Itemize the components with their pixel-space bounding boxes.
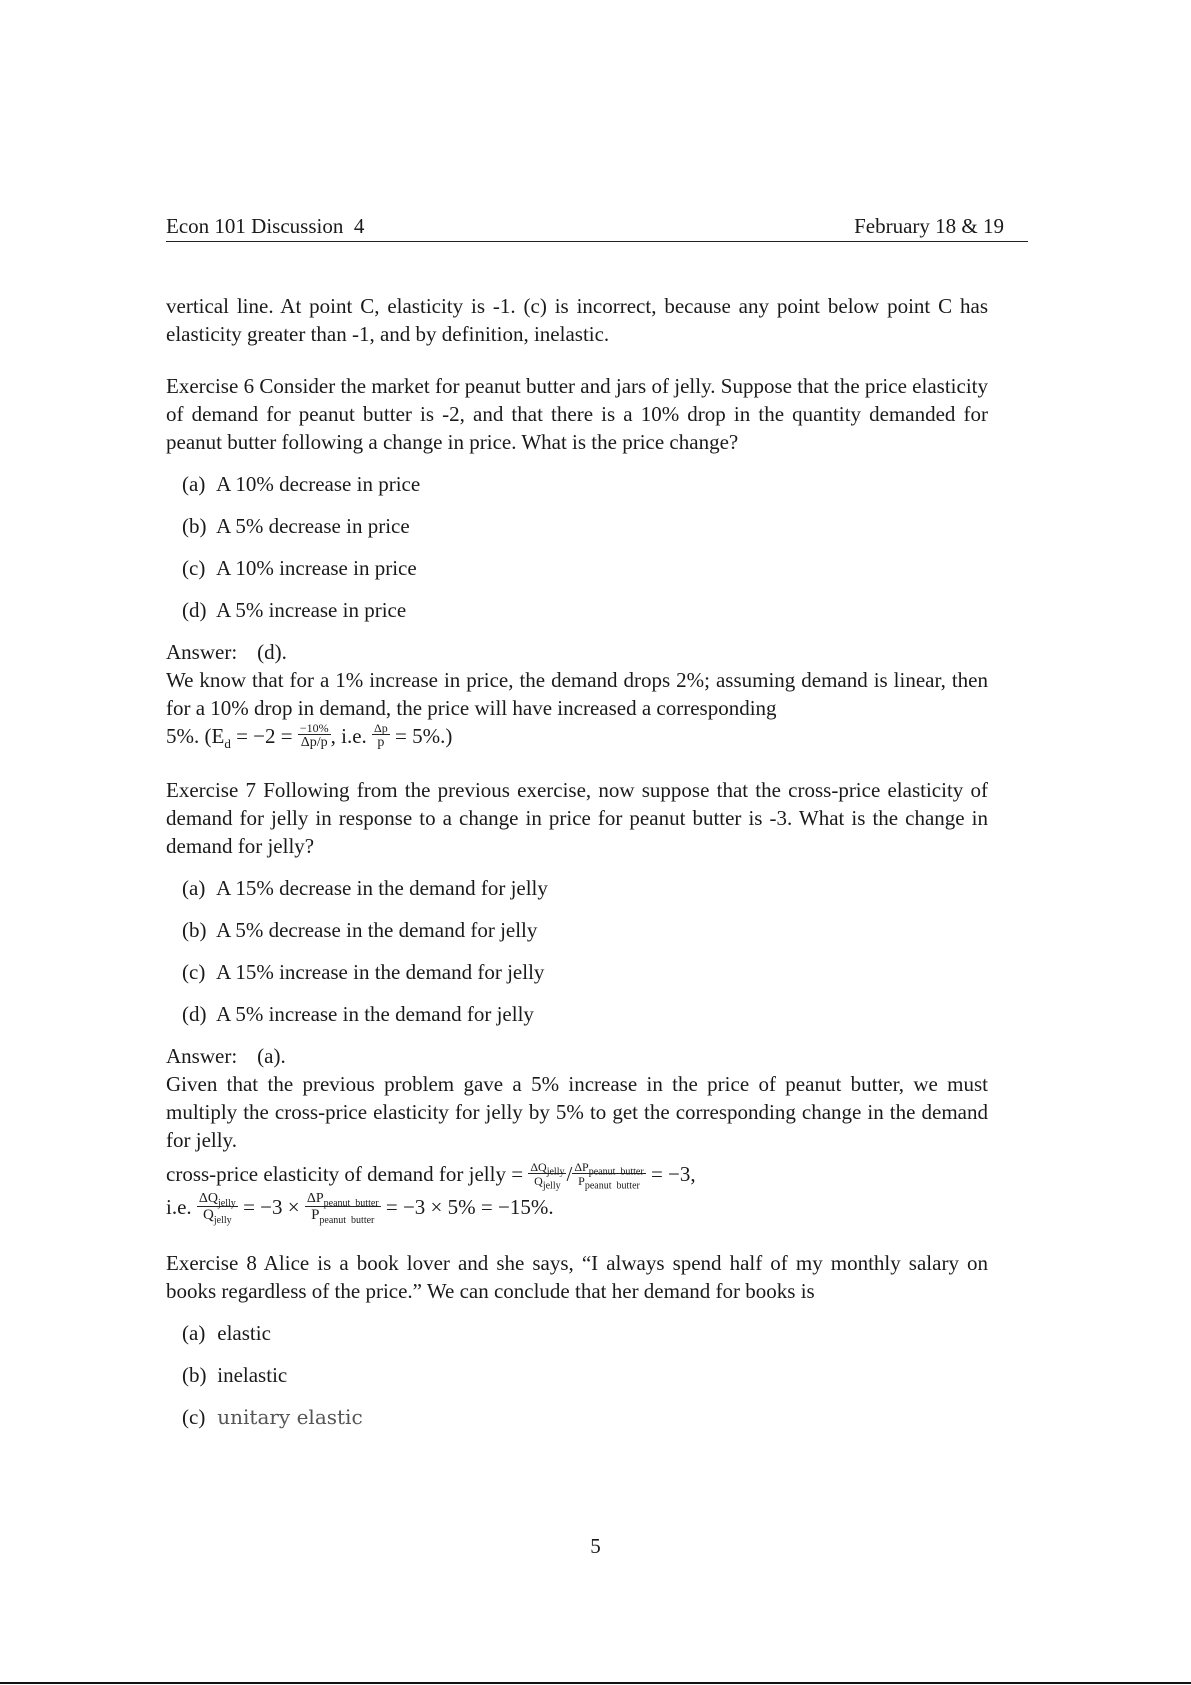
fraction-numerator	[528, 1160, 566, 1178]
option-text: A 15% increase in the demand for jelly	[216, 960, 545, 985]
formula-subscript: peanut butter	[323, 1197, 379, 1209]
option-item	[166, 916, 988, 944]
fraction	[298, 722, 331, 750]
formula-text: Q	[203, 1207, 214, 1224]
option-tag: (c)	[182, 556, 206, 580]
option-tag: (b)	[182, 918, 207, 943]
option-tag: (a)	[182, 472, 206, 496]
option-tag: (c)	[182, 1405, 206, 1430]
answer-value: (a).	[257, 1044, 286, 1069]
formula-subscript: peanut butter	[319, 1215, 375, 1227]
answer-value: (d).	[257, 640, 287, 664]
formula-subscript: d	[224, 736, 231, 752]
option-item	[166, 470, 988, 498]
option-tag: (b)	[182, 1363, 207, 1388]
page-header	[166, 212, 1028, 242]
exercise-6-formula	[166, 722, 988, 752]
exercise-7-formula-2	[166, 1193, 988, 1225]
option-tag: (a)	[182, 1321, 206, 1346]
option-text: A 5% increase in the demand for jelly	[216, 1002, 534, 1027]
continuation-paragraph: vertical line. At point C, elasticity is -1. (c) is incorrect, because any point below point C has elasticity greater than -1, and by definition, inelastic.	[166, 294, 988, 346]
fraction-denominator: p	[377, 735, 385, 751]
formula-text: ΔP	[574, 1160, 589, 1175]
formula-subscript: peanut butter	[584, 1180, 640, 1192]
option-text: A 5% decrease in price	[216, 514, 410, 538]
page-number: 5	[590, 1534, 601, 1558]
answer-label: Answer:	[166, 640, 238, 664]
option-item	[166, 1361, 988, 1389]
formula-subscript: peanut butter	[588, 1166, 644, 1178]
page-content	[166, 292, 988, 1431]
formula-subscript: jelly	[218, 1197, 236, 1209]
fraction-denominator	[305, 1207, 381, 1227]
fraction	[197, 1191, 238, 1227]
option-tag: (d)	[182, 598, 207, 622]
session-date: February 18 & 19	[854, 214, 1004, 238]
exercise-7-answer	[166, 1042, 988, 1070]
fraction-numerator	[197, 1192, 238, 1207]
formula-text: , i.e.	[330, 724, 373, 748]
option-item	[166, 596, 988, 624]
fraction-numerator	[305, 1192, 381, 1207]
exercise-7-formula-1	[166, 1160, 988, 1192]
exercise-7-options	[166, 874, 988, 1028]
course-title: Econ 101 Discussion 4	[166, 214, 365, 238]
formula-subscript: jelly	[546, 1166, 565, 1178]
fraction-denominator	[197, 1207, 238, 1227]
formula-text: /	[566, 1162, 573, 1187]
option-text: A 15% decrease in the demand for jelly	[216, 876, 548, 901]
formula-text: = 5%.)	[389, 724, 453, 748]
option-item	[166, 1319, 988, 1347]
option-text: A 5% increase in price	[216, 598, 407, 622]
exercise-7-explanation: Given that the previous problem gave a 5% increase in the price of peanut butter, we must multiply the cross-price elasticity for jelly by 5% to get the corresponding change in the demand for jelly.	[166, 1072, 988, 1153]
option-text: A 10% decrease in price	[216, 472, 421, 496]
option-item	[166, 1000, 988, 1028]
fraction-numerator	[572, 1160, 645, 1178]
formula-subscript: jelly	[213, 1215, 232, 1227]
fraction-denominator: Δp/p	[300, 735, 328, 751]
exercise-8-options	[166, 1319, 988, 1431]
exercise-6-explanation: We know that for a 1% increase in price, the demand drops 2%; assuming demand is linear, then for a 10% drop in demand, the price will have increased a corresponding	[166, 668, 988, 720]
formula-text: cross-price elasticity of demand for jelly =	[166, 1162, 529, 1187]
option-item	[166, 554, 988, 582]
option-text: inelastic	[217, 1363, 288, 1388]
option-tag: (d)	[182, 1002, 207, 1027]
formula-text: ΔQ	[530, 1160, 547, 1175]
formula-text: P	[311, 1207, 320, 1224]
option-tag: (b)	[182, 514, 207, 538]
fraction-denominator	[572, 1174, 645, 1192]
option-text: unitary elastic	[217, 1405, 363, 1430]
page-bottom-rule	[0, 1682, 1191, 1684]
formula-text: i.e.	[166, 1195, 197, 1220]
fraction	[528, 1160, 566, 1192]
option-tag: (a)	[182, 876, 206, 901]
option-text: A 5% decrease in the demand for jelly	[216, 918, 538, 943]
formula-text: = −3 ×	[237, 1195, 305, 1220]
exercise-8-question: Exercise 8 Alice is a book lover and she says, “I always spend half of my monthly salary on books regardless of the price.” We can conclude that her demand for books is	[166, 1251, 988, 1304]
option-text: A 10% increase in price	[216, 556, 417, 580]
formula-text: ΔQ	[198, 1191, 219, 1207]
fraction	[572, 1160, 645, 1192]
option-item	[166, 874, 988, 902]
option-item	[166, 512, 988, 540]
fraction-numerator: −10%	[299, 721, 329, 736]
exercise-6-question: Exercise 6 Consider the market for peanut butter and jars of jelly. Suppose that the price elasticity of demand for peanut butter is -2, and that there is a 10% drop in the quantity demanded for peanut butter following a change in price. What is the price change?	[166, 374, 988, 454]
formula-text: = −3 × 5% = −15%.	[380, 1195, 554, 1220]
fraction-numerator: Δp	[374, 721, 388, 736]
exercise-6-options	[166, 470, 988, 624]
option-tag: (c)	[182, 960, 206, 985]
formula-text: = −2 =	[230, 724, 298, 748]
option-item	[166, 1403, 988, 1431]
formula-text: P	[578, 1174, 585, 1189]
formula-text: = −3,	[645, 1162, 696, 1187]
formula-subscript: jelly	[542, 1180, 561, 1192]
answer-label: Answer:	[166, 1044, 238, 1069]
formula-text: 5%. (E	[166, 724, 225, 748]
formula-text: ΔP	[306, 1191, 324, 1207]
formula-text: Q	[534, 1174, 543, 1189]
exercise-7-question: Exercise 7 Following from the previous exercise, now suppose that the cross-price elasticity of demand for jelly in response to a change in price for peanut butter is -3. What is the change in demand for jelly?	[166, 778, 988, 859]
fraction	[372, 722, 390, 750]
option-text: elastic	[217, 1321, 271, 1346]
exercise-6-answer	[166, 638, 988, 666]
fraction	[305, 1191, 381, 1227]
option-item	[166, 958, 988, 986]
